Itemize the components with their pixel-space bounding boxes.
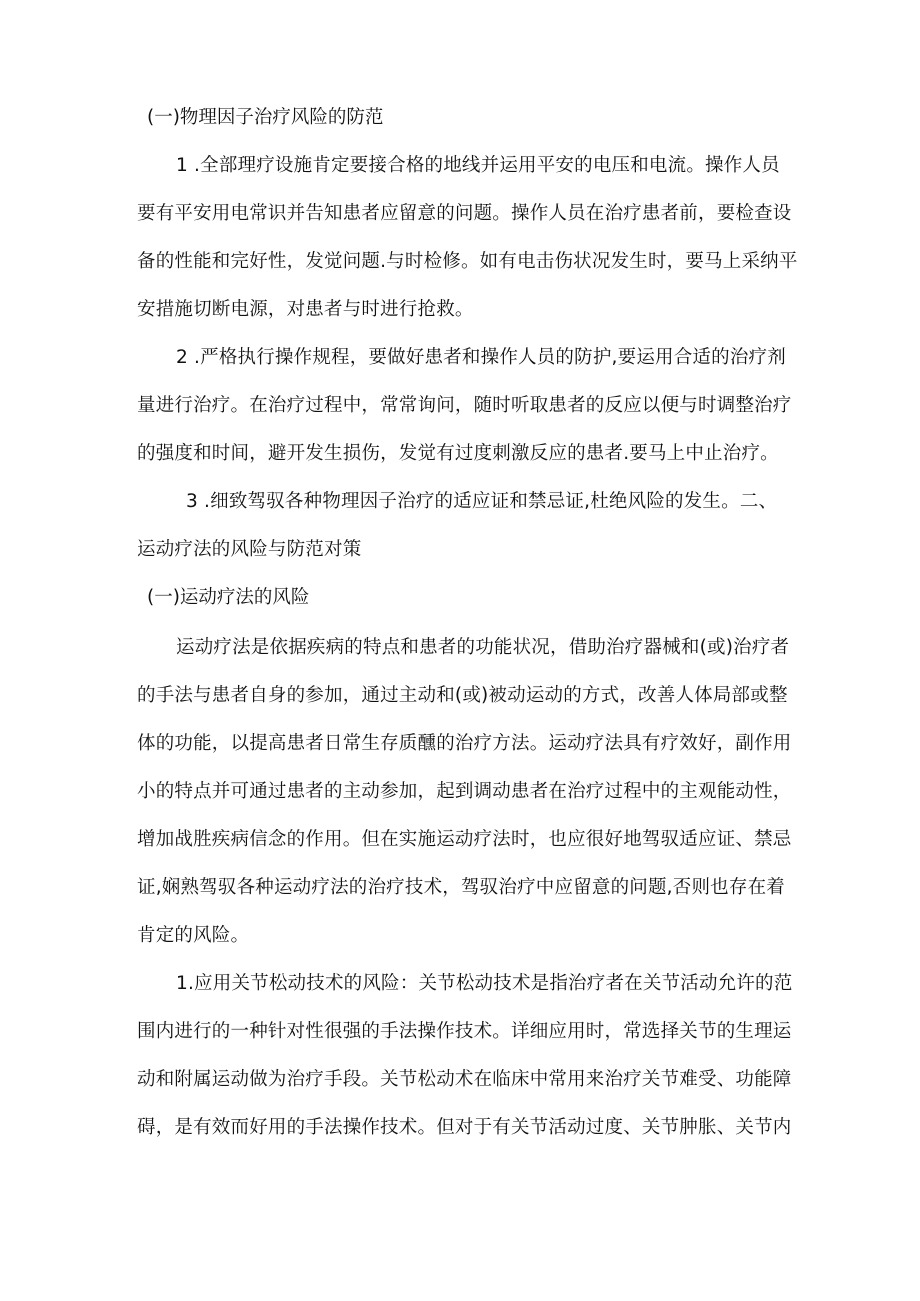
section-heading-physical-therapy-risk: (一)物理因子治疗风险的防范 [147,107,384,128]
paragraph-line: 围内进行的一种针对性很强的手法操作技术。详细应用时，常选择关节的生理运 [137,1021,792,1042]
paragraph-line: 3 .细致驾驭各种物理因子治疗的适应证和禁忌证,杜绝风险的发生。二、 [186,491,778,512]
paragraph-line: 动和附属运动做为治疗手段。关节松动术在临床中常用来治疗关节难受、功能障 [137,1069,792,1090]
paragraph-line: 小的特点并可通过患者的主动参加，起到调动患者在治疗过程中的主观能动性， [137,781,792,802]
paragraph-line: 要有平安用电常识并告知患者应留意的问题。操作人员在治疗患者前，要检查设 [137,203,792,224]
paragraph-line: 体的功能，以提高患者日常生存质醺的治疗方法。运动疗法具有疗效好，副作用 [137,733,792,754]
section-heading-exercise-therapy: 运动疗法的风险与防范对策 [137,539,362,560]
paragraph-line: 2 .严格执行操作规程，要做好患者和操作人员的防护,要运用合适的治疗剂 [176,347,786,368]
paragraph-line: 量进行治疗。在治疗过程中，常常询问，随时听取患者的反应以便与时调整治疗 [137,395,792,416]
paragraph-line: 的手法与患者自身的参加，通过主动和(或)被动运动的方式，改善人体局部或整 [137,685,788,706]
section-heading-exercise-therapy-risk: (一)运动疗法的风险 [147,587,310,608]
paragraph-line: 运动疗法是依据疾病的特点和患者的功能状况，借助治疗器械和(或)治疗者 [176,637,790,658]
paragraph-line: 增加战胜疾病信念的作用。但在实施运动疗法时，也应很好地驾驭适应证、禁忌 [137,829,792,850]
paragraph-line: 证,娴熟驾驭各种运动疗法的治疗技术，驾驭治疗中应留意的问题,否则也存在着 [137,877,785,898]
paragraph-line: 安措施切断电源，对患者与时进行抢救。 [137,299,474,320]
paragraph-line: 碍，是有效而好用的手法操作技术。但对于有关节活动过度、关节肿胀、关节内 [137,1117,792,1138]
paragraph-line: 备的性能和完好性，发觉问题.与时检修。如有电击伤状况发生时，要马上采纳平 [137,251,798,272]
paragraph-line: 1 .全部理疗设施肯定要接合格的地线并运用平安的电压和电流。操作人员 [176,155,780,176]
paragraph-line: 的强度和时间，避开发生损伤，发觉有过度刺激反应的患者.要马上中止治疗。 [137,443,779,464]
paragraph-line: 肯定的风险。 [137,925,250,946]
paragraph-line: 1.应用关节松动技术的风险：关节松动技术是指治疗者在关节活动允许的范 [176,973,793,994]
